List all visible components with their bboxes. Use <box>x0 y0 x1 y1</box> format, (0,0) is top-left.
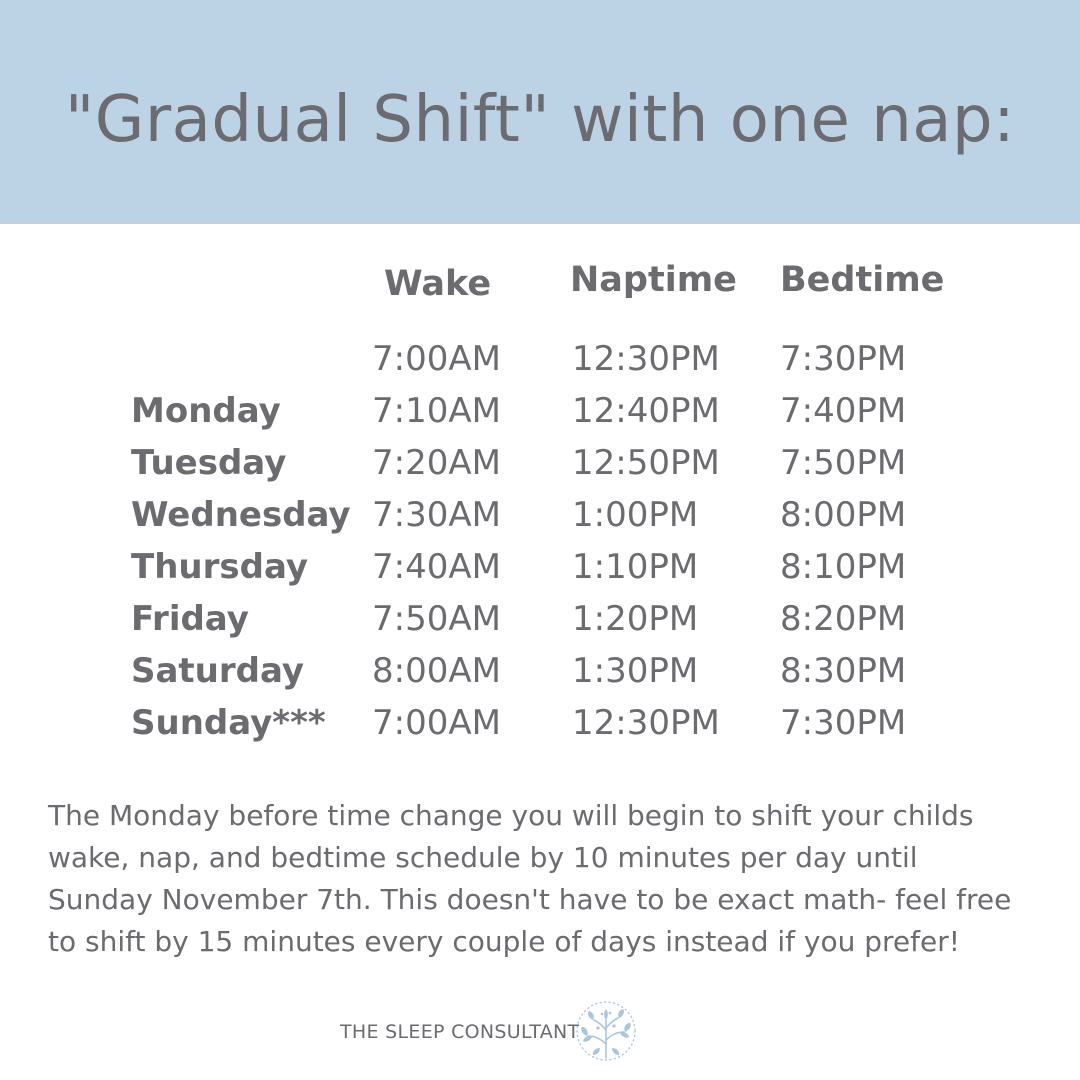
nap-time: 1:00PM <box>572 495 699 535</box>
column-header-bedtime: Bedtime <box>780 260 945 300</box>
nap-time: 12:40PM <box>572 391 720 431</box>
nap-time: 1:30PM <box>572 651 699 691</box>
nap-time: 12:30PM <box>572 703 720 743</box>
wake-time: 7:00AM <box>372 339 501 379</box>
wake-time: 8:00AM <box>372 651 501 691</box>
bed-time: 7:50PM <box>780 443 907 483</box>
wake-time: 7:30AM <box>372 495 501 535</box>
wake-time: 7:50AM <box>372 599 501 639</box>
bed-time: 8:00PM <box>780 495 907 535</box>
day-label: Saturday <box>131 651 305 691</box>
table-row <box>0 333 1080 385</box>
day-label: Wednesday <box>131 495 351 535</box>
bed-time: 8:20PM <box>780 599 907 639</box>
brand-name: THE SLEEP CONSULTANT <box>340 1021 580 1043</box>
wake-time: 7:00AM <box>372 703 501 743</box>
nap-time: 1:20PM <box>572 599 699 639</box>
table-row <box>0 697 1080 749</box>
wake-time: 7:20AM <box>372 443 501 483</box>
nap-time: 1:10PM <box>572 547 699 587</box>
bed-time: 7:30PM <box>780 703 907 743</box>
table-row <box>0 489 1080 541</box>
bed-time: 8:30PM <box>780 651 907 691</box>
table-row <box>0 437 1080 489</box>
wake-time: 7:40AM <box>372 547 501 587</box>
day-label: Tuesday <box>131 443 287 483</box>
day-label: Friday <box>131 599 249 639</box>
day-label: Monday <box>131 391 281 431</box>
column-header-naptime: Naptime <box>570 260 737 300</box>
nap-time: 12:50PM <box>572 443 720 483</box>
nap-time: 12:30PM <box>572 339 720 379</box>
bed-time: 7:30PM <box>780 339 907 379</box>
bed-time: 7:40PM <box>780 391 907 431</box>
table-row <box>0 541 1080 593</box>
table-row <box>0 645 1080 697</box>
day-label: Sunday*** <box>131 703 326 743</box>
page-title: "Gradual Shift" with one nap: <box>64 83 1016 157</box>
bed-time: 8:10PM <box>780 547 907 587</box>
day-label: Thursday <box>131 547 309 587</box>
wake-time: 7:10AM <box>372 391 501 431</box>
table-row <box>0 385 1080 437</box>
tree-logo-icon <box>572 1000 640 1064</box>
table-row <box>0 593 1080 645</box>
column-header-wake: Wake <box>384 264 492 304</box>
instructions-note: The Monday before time change you will begin to shift your childs wake, nap, and bedtime schedule by 10 minutes per day until Sunday November 7th. This doesn't have to be exact math- feel free to shift by 15 minutes every couple of days instead if you prefer! <box>48 799 1012 958</box>
